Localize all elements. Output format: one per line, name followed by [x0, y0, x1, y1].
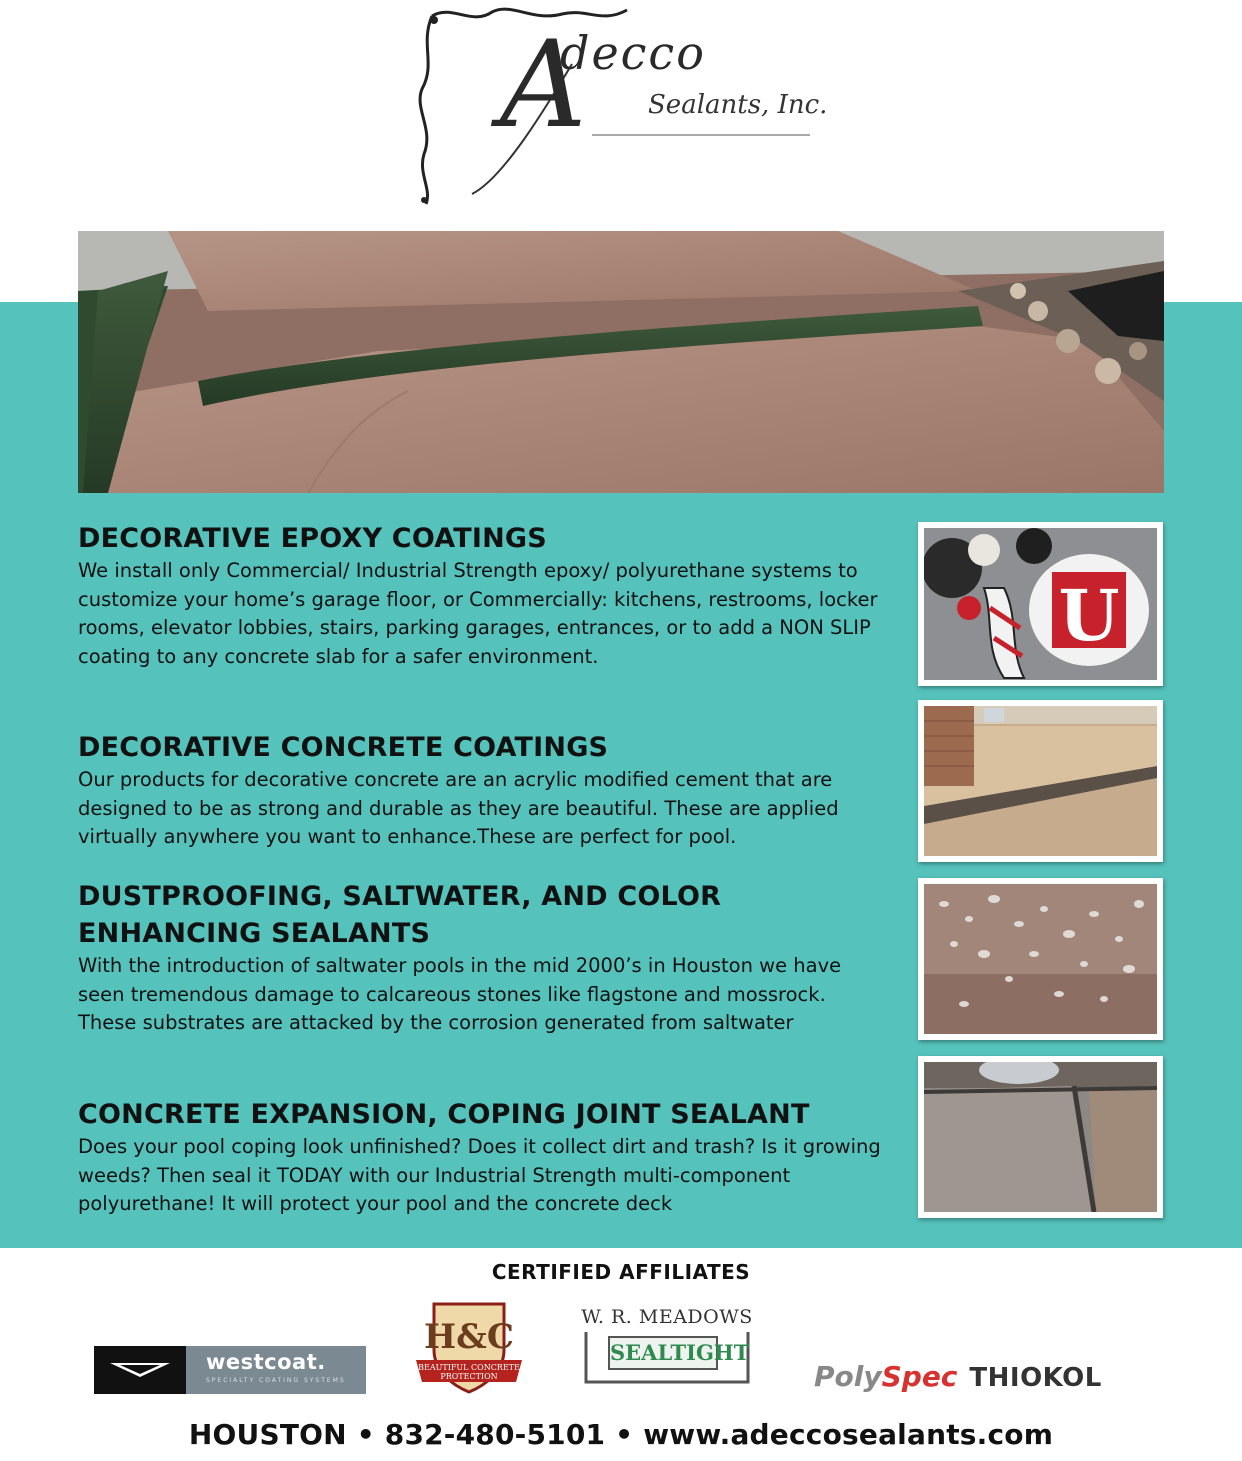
company-logo	[412, 4, 842, 210]
section-body: We install only Commercial/ Industrial Strength epoxy/ polyurethane systems to customize your home’s garage floor, or Commercially: kitchens, restrooms, locker rooms, elevator lobbies, stairs, parking garages, entrances, or to add a NON SLIP coating to any concrete slab for a safer environment.	[78, 559, 878, 668]
section-concrete-coatings	[78, 729, 898, 852]
polyspec-spec: Spec	[881, 1360, 958, 1393]
section-heading: DECORATIVE CONCRETE COATINGS	[78, 732, 609, 763]
logo-rule	[592, 134, 810, 136]
coping-joint-photo-icon	[924, 1062, 1157, 1212]
footer-contact: HOUSTON • 832-480-5101 • www.adeccosealants.com	[188, 1418, 1054, 1451]
wr-meadows-logo	[578, 1306, 756, 1390]
section-heading: CONCRETE EXPANSION, COPING JOINT SEALANT	[78, 1099, 810, 1130]
section-body: With the introduction of saltwater pools in the mid 2000’s in Houston we have seen tremendous damage to calcareous stones like flagstone and mossrock. These substrates are attacked by the corrosion generated from saltwater	[78, 954, 842, 1034]
section-body: Does your pool coping look unfinished? Does it collect dirt and trash? Is it growing weeds? Then seal it TODAY with our Industrial Strength multi-component polyurethane! It will protect your pool and the concrete deck	[78, 1135, 881, 1215]
section-joint-sealant	[78, 1096, 898, 1219]
thumbnail-sealed-stone	[918, 878, 1163, 1040]
westcoat-name: westcoat.	[206, 1350, 326, 1374]
logo-subtitle: Sealants, Inc.	[648, 90, 828, 120]
concrete-patio-photo-icon	[924, 706, 1157, 856]
thumbnail-coping-joint	[918, 1056, 1163, 1218]
thumbnail-epoxy-floor	[918, 522, 1163, 686]
westcoat-mark	[94, 1346, 186, 1394]
thumbnail-concrete-patio	[918, 700, 1163, 862]
section-sealants	[78, 878, 858, 1038]
section-heading: DUSTPROOFING, SALTWATER, AND COLOR ENHANCING SEALANTS	[78, 881, 722, 949]
polyspec-thiokol-logo	[814, 1360, 1154, 1396]
hc-shield-icon	[412, 1298, 526, 1398]
hero-photo	[78, 231, 1164, 493]
affiliates-title: CERTIFIED AFFILIATES	[491, 1260, 751, 1284]
thiokol-name: THIOKOL	[969, 1363, 1102, 1393]
logo-name: decco	[560, 26, 706, 80]
hc-ribbon-line1: BEAUTIFUL CONCRETE	[418, 1363, 520, 1372]
university-letter: U	[1058, 574, 1120, 657]
section-heading: DECORATIVE EPOXY COATINGS	[78, 523, 547, 554]
hc-ribbon-line2: PROTECTION	[440, 1372, 498, 1381]
sealtight-badge: SEALTIGHT	[608, 1336, 718, 1370]
hc-logo	[412, 1298, 526, 1398]
westcoat-text-block	[186, 1346, 366, 1394]
logo-initial: A	[500, 16, 587, 155]
westcoat-subtitle: SPECIALTY COATING SYSTEMS	[206, 1377, 346, 1384]
polyspec-poly: Poly	[814, 1360, 882, 1393]
hc-mark: H&C	[424, 1317, 514, 1357]
epoxy-floor-logo-photo-icon	[924, 528, 1157, 680]
concrete-walkway-photo-icon	[78, 231, 1164, 493]
section-body: Our products for decorative concrete are an acrylic modified cement that are designed to be as strong and durable as they are beautiful. These are applied virtually anywhere you want to enhance.These are perfect for pool.	[78, 768, 839, 848]
wr-meadows-name: W. R. MEADOWS	[581, 1306, 753, 1328]
westcoat-logo	[94, 1346, 366, 1394]
westcoat-chevron-icon	[94, 1346, 186, 1394]
water-droplets-stone-photo-icon	[924, 884, 1157, 1034]
section-epoxy-coatings	[78, 520, 898, 671]
